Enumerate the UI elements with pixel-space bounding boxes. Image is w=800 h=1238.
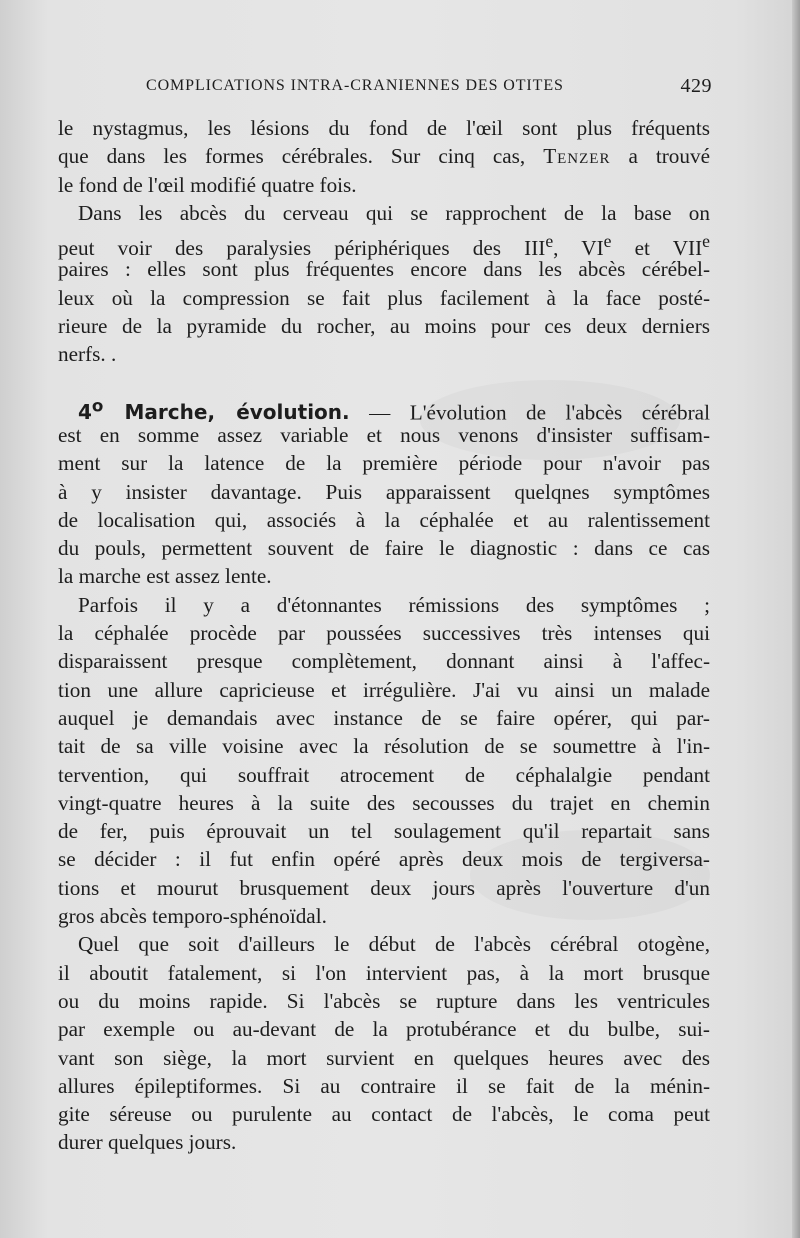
text-line: Quel que soit d'ailleurs le début de l'abcès cérébral otogène, bbox=[78, 932, 710, 957]
text-line: allures épileptiformes. Si au contraire il se fait de la ménin- bbox=[58, 1073, 710, 1098]
text-line: est en somme assez variable et nous venons d'insister suffisam- bbox=[58, 422, 710, 447]
body-text bbox=[58, 114, 710, 1157]
text-line: leux où la compression se fait plus facilement à la face posté- bbox=[58, 285, 710, 310]
text-line: tion une allure capricieuse et irrégulière. J'ai vu ainsi un malade bbox=[58, 677, 710, 702]
text-line: la céphalée procède par poussées successives très intenses qui bbox=[58, 621, 710, 646]
text-line: rieure de la pyramide du rocher, au moins pour ces deux derniers bbox=[58, 314, 710, 339]
text-line: le nystagmus, les lésions du fond de l'œil sont plus fréquents bbox=[58, 116, 710, 140]
text-line: durer quelques jours. bbox=[58, 1130, 237, 1155]
section-heading: 4$^o$ Marche, évolution. bbox=[78, 396, 350, 425]
text-line: la marche est assez lente. bbox=[58, 564, 272, 589]
text-line: vant son siège, la mort survient en quelques heures avec des bbox=[58, 1045, 710, 1070]
author-name: Tenzer bbox=[543, 144, 611, 169]
text-line: de fer, puis éprouvait un tel soulagement qu'il repartait sans bbox=[58, 819, 710, 844]
text-line: peut voir des paralysies périphériques des IIIe, VIe et VIIe bbox=[58, 231, 710, 261]
page-edge-shadow bbox=[792, 0, 800, 1238]
text-line: ou du moins rapide. Si l'abcès se rupture dans les ventricules bbox=[58, 988, 710, 1013]
text-line: auquel je demandais avec instance de se faire opérer, qui par- bbox=[58, 705, 710, 730]
text-line: paires : elles sont plus fréquentes encore dans les abcès cérébel- bbox=[58, 257, 710, 282]
text-line: ment sur la latence de la première période pour n'avoir pas bbox=[58, 451, 710, 476]
text-line: gite séreuse ou purulente au contact de l'abcès, le coma peut bbox=[58, 1102, 710, 1127]
text-line: nerfs. . bbox=[58, 342, 117, 367]
text-line: il aboutit fatalement, si l'on intervient pas, à la mort brusque bbox=[58, 960, 710, 985]
text-line: que dans les formes cérébrales. Sur cinq cas, Tenzer a trouvé bbox=[58, 144, 710, 169]
text-line: le fond de l'œil modifié quatre fois. bbox=[58, 172, 357, 197]
text-line: tait de sa ville voisine avec la résolution de se soumettre à l'in- bbox=[58, 734, 710, 759]
text-line: à y insister davantage. Puis apparaissent quelqnes symptômes bbox=[58, 479, 710, 504]
text-line: Parfois il y a d'étonnantes rémissions des symptômes ; bbox=[78, 592, 710, 617]
text-line: du pouls, permettent souvent de faire le diagnostic : dans ce cas bbox=[58, 536, 710, 561]
text-line: tions et mourut brusquement deux jours après l'ouverture d'un bbox=[58, 875, 710, 900]
section-gap bbox=[58, 369, 710, 393]
text-line: vingt-quatre heures à la suite des secousses du trajet en chemin bbox=[58, 790, 710, 815]
text-line: disparaissent presque complètement, donnant ainsi à l'affec- bbox=[58, 649, 710, 674]
running-title: COMPLICATIONS INTRA-CRANIENNES DES OTITES bbox=[146, 77, 564, 94]
text-line: de localisation qui, associés à la céphalée et au ralentissement bbox=[58, 507, 710, 532]
text-line: tervention, qui souffrait atrocement de céphalalgie pendant bbox=[58, 762, 710, 787]
text-line: gros abcès temporo-sphénoïdal. bbox=[58, 904, 327, 929]
text-line: par exemple ou au-devant de la protubérance et du bulbe, sui- bbox=[58, 1017, 710, 1042]
text-line: 4$^o$ Marche, évolution. — L'évolution de l'abcès cérébral bbox=[78, 396, 710, 425]
page-number: 429 bbox=[680, 75, 712, 97]
page-header bbox=[60, 77, 712, 101]
text-line: Dans les abcès du cerveau qui se rapprochent de la base on bbox=[78, 200, 710, 225]
text-line: se décider : il fut enfin opéré après deux mois de tergiversa- bbox=[58, 847, 710, 872]
